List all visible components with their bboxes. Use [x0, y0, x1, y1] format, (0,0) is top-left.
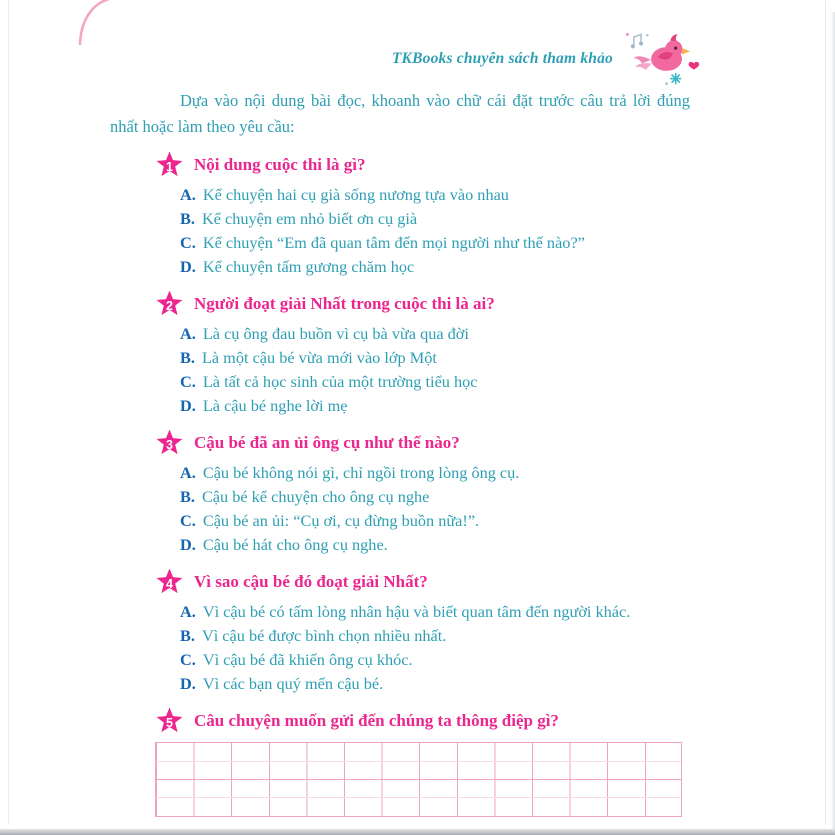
option-text: Kể chuyện em nhỏ biết ơn cụ già	[201, 209, 418, 228]
star-number-icon	[156, 291, 183, 318]
option-letter: B.	[180, 348, 195, 367]
option-letter: B.	[180, 626, 195, 645]
star-number-icon	[156, 430, 183, 457]
brand-title: TKBooks chuyên sách tham khảo	[391, 50, 613, 67]
option-letter: D.	[180, 674, 196, 693]
star-number-icon	[156, 569, 183, 596]
question-title: Người đoạt giải Nhất trong cuộc thi là ai?	[194, 294, 495, 313]
options-list	[180, 183, 690, 279]
answer-option	[180, 346, 690, 370]
option-letter: A.	[180, 602, 196, 621]
option-text: Vì cậu bé đã khiến ông cụ khóc.	[202, 650, 413, 669]
question-number: 1	[166, 160, 173, 174]
option-letter: D.	[180, 396, 196, 415]
question-1	[158, 152, 690, 279]
question-number: 3	[166, 438, 173, 452]
option-text: Cậu bé an ủi: “Cụ ơi, cụ đừng buồn nữa!”.	[202, 511, 480, 530]
question-4	[158, 569, 690, 696]
option-letter: C.	[180, 650, 196, 669]
option-letter: C.	[180, 372, 196, 391]
answer-option	[180, 370, 690, 394]
options-list	[180, 600, 690, 696]
question-title: Cậu bé đã an ủi ông cụ như thế nào?	[194, 433, 460, 452]
star-number-icon	[156, 708, 183, 735]
answer-option	[180, 600, 690, 624]
answer-option	[180, 183, 690, 207]
option-letter: D.	[180, 257, 196, 276]
page-edge-left	[8, 0, 9, 825]
option-text: Là cụ ông đau buồn vì cụ bà vừa qua đời	[202, 324, 469, 343]
question-heading	[156, 708, 690, 734]
question-heading	[156, 430, 690, 456]
option-text: Vì cậu bé được bình chọn nhiều nhất.	[201, 626, 447, 645]
question-number: 4	[166, 577, 173, 591]
option-text: Cậu bé kể chuyện cho ông cụ nghe	[201, 487, 430, 506]
page-header	[392, 30, 703, 88]
option-text: Kể chuyện “Em đã quan tâm đến mọi người như thế nào?”	[202, 233, 585, 252]
answer-option	[180, 485, 690, 509]
option-letter: D.	[180, 535, 196, 554]
option-text: Cậu bé không nói gì, chỉ ngồi trong lòng ông cụ.	[202, 463, 520, 482]
option-letter: A.	[180, 185, 196, 204]
option-letter: A.	[180, 324, 196, 343]
option-text: Vì cậu bé có tấm lòng nhân hậu và biết quan tâm đến người khác.	[202, 602, 631, 621]
question-title: Nội dung cuộc thi là gì?	[194, 155, 366, 174]
question-heading	[156, 291, 690, 317]
options-list	[180, 322, 690, 418]
answer-option	[180, 624, 690, 648]
bird-illustration-icon	[621, 30, 703, 88]
answer-option	[180, 394, 690, 418]
question-number: 2	[166, 299, 173, 313]
answer-option	[180, 533, 690, 557]
option-letter: B.	[180, 487, 195, 506]
option-text: Kể chuyện tấm gương chăm học	[202, 257, 415, 276]
option-text: Kể chuyện hai cụ già sống nương tựa vào nhau	[202, 185, 509, 204]
page-bottom-shadow	[0, 829, 835, 835]
option-text: Cậu bé hát cho ông cụ nghe.	[202, 535, 388, 554]
option-text: Là một cậu bé vừa mới vào lớp Một	[201, 348, 437, 367]
answer-option	[180, 461, 690, 485]
instructions-text: Dựa vào nội dung bài đọc, khoanh vào chữ cái đặt trước câu trả lời đúng nhất hoặc làm theo yêu cầu:	[110, 91, 690, 136]
page-edge-shade	[831, 12, 835, 829]
question-3	[158, 430, 690, 557]
question-5	[158, 708, 690, 734]
option-letter: C.	[180, 233, 196, 252]
question-title: Câu chuyện muốn gửi đến chúng ta thông điệp gì?	[194, 711, 559, 730]
page-content	[110, 88, 690, 817]
answer-option	[180, 648, 690, 672]
option-letter: B.	[180, 209, 195, 228]
option-text: Là cậu bé nghe lời mẹ	[202, 396, 348, 415]
option-letter: A.	[180, 463, 196, 482]
question-title: Vì sao cậu bé đó đoạt giải Nhất?	[194, 572, 428, 591]
answer-option	[180, 255, 690, 279]
answer-option	[180, 322, 690, 346]
answer-option	[180, 672, 690, 696]
option-text: Là tất cả học sinh của một trường tiểu học	[202, 372, 478, 391]
question-2	[158, 291, 690, 418]
question-heading	[156, 152, 690, 178]
answer-option	[180, 231, 690, 255]
page-edge-right	[825, 0, 826, 825]
options-list	[180, 461, 690, 557]
writing-grid	[155, 742, 682, 817]
star-number-icon	[156, 152, 183, 179]
question-number: 5	[166, 716, 173, 730]
corner-decoration	[72, 0, 118, 46]
answer-option	[180, 509, 690, 533]
option-letter: C.	[180, 511, 196, 530]
answer-option	[180, 207, 690, 231]
option-text: Vì các bạn quý mến cậu bé.	[202, 674, 384, 693]
question-heading	[156, 569, 690, 595]
